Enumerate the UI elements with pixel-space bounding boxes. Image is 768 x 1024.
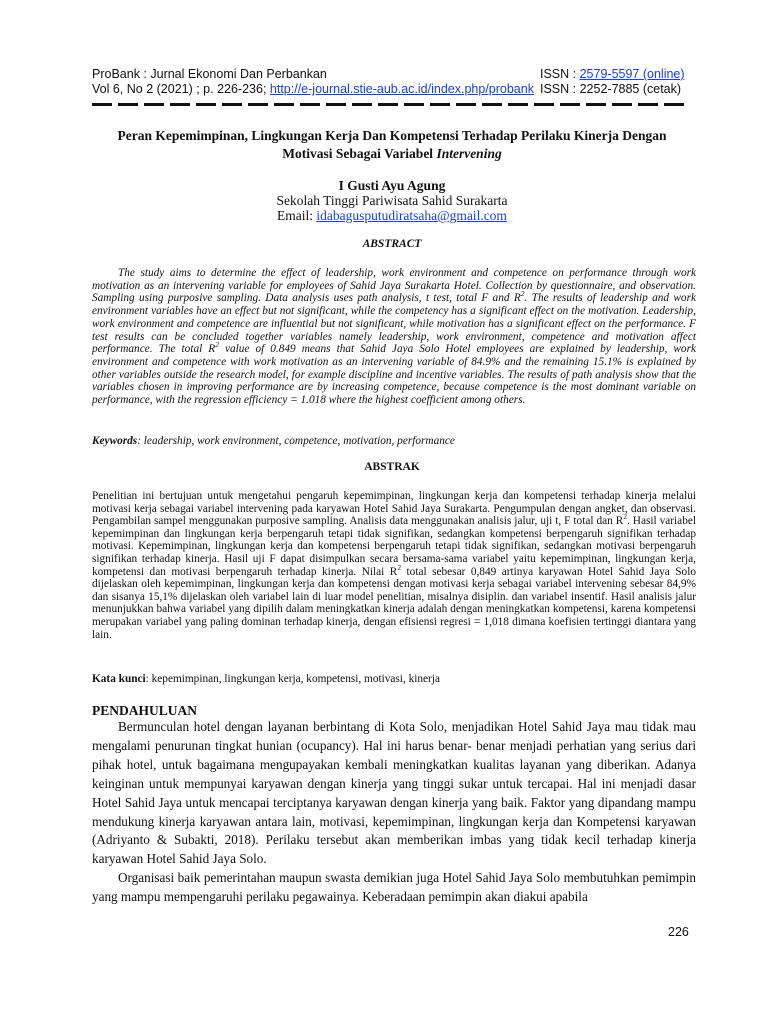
page-number: 226: [668, 925, 689, 939]
issn-print: ISSN : 2252-7885 (cetak): [540, 82, 682, 96]
keywords-indonesian: Kata kunci: kepemimpinan, lingkungan kerja, kompetensi, motivasi, kinerja: [92, 673, 440, 685]
journal-name: ProBank : Jurnal Ekonomi Dan Perbankan: [92, 67, 327, 81]
issn-online-link[interactable]: 2579-5597 (online): [579, 67, 685, 81]
issn-online: ISSN : 2579-5597 (online): [540, 67, 685, 81]
paragraph: Bermunculan hotel dengan layanan berbintang di Kota Solo, menjadikan Hotel Sahid Jaya mau tidak mau mengalami penurunan tingkat hunian (ocupancy). Hal ini harus benar- benar menjadi perhatian yang serius dari pihak hotel, untuk bagaimana mengupayakan kembali meningkatkan kualitas layanan yang diberikan. Adanya keinginan untuk mempunyai karyawan dengan kinerja yang tinggi sukar untuk tercapai. Hal ini menjadi dasar Hotel Sahid Jaya untuk mencapai terciptanya karyawan dengan kinerja yang baik. Faktor yang dipandang mampu mendukung kinerja karyawan antara lain, motivasi, kepemimpinan, lingkungan kerja dan Kompetensi karyawan (Adriyanto & Subakti, 2018). Perilaku tersebut akan memberikan imbas yang tidak kecil terhadap kinerja karyawan Hotel Sahid Jaya Solo.: [92, 719, 696, 867]
author-email: Email: idabagusputudiratsaha@gmail.com: [277, 208, 507, 223]
running-header: [92, 67, 692, 97]
abstract-indonesian: Penelitian ini bertujuan untuk mengetahui pengaruh kepemimpinan, lingkungan kerja dan kompetensi terhadap kinerja melalui motivasi kerja sebagai variabel intervening pada karyawan Hotel Sahid Jaya Surakarta. Pengumpulan dengan angket, dan observasi. Pengambilan sampel menggunakan purposive sampling. Analisis data menggunakan analisis jalur, uji t, F total dan $R^2$. Hasil variabel kepemimpinan dan lingkungan kerja berpengaruh tetapi tidak signifikan, sedangkan kompetensi berpengaruh signifikan terhadap motivasi. Kepemimpinan, lingkungan kerja dan kompetensi berpengaruh tetapi tidak signifikan, sedangkan motivasi berpengaruh signifikan terhadap kinerja. Hasil uji F dapat disimpulkan secara bersama-sama variabel yaitu kepemimpinan, lingkungan kerja, kompetensi dan motivasi berpengaruh terhadap kinerja. Nilai $R^2$ total sebesar 0,849 artinya karyawan Hotel Sahid Jaya Solo dijelaskan oleh kepemimpinan, lingkungan kerja dan kompetensi dengan motivasi kerja sebagai variabel intervening sebesar 84,9% dan sisanya 15,1% dijelaskan oleh variabel lain di luar model penelitian, misalnya disiplin. dan variabel insentif. Hasil analisis jalur menunjukkan bahwa variabel yang dipilih dalam meningkatkan kinerja adalah dengan meningkatkan kompetensi, karena kompetensi merupakan variabel yang paling dominan terhadap kinerja, dengan efisiensi regresi = 1,018 dimana koefisien tertinggi diantara yang lain.: [92, 490, 696, 641]
abstrak-heading: ABSTRAK: [364, 461, 420, 473]
abstract-english: The study aims to determine the effect of leadership, work environment and competence on performance through work motivation as an intervening variable for employees of Sahid Jaya Surakarta Hotel. Collection by questionnaire, and observation. Sampling using purposive sampling. Data analysis uses path analysis, t test, total F and $R^2$. The results of leadership and work environment variables have an effect but not significant, while the competency has a significant effect on the motivation. Leadership, work environment and competence are influential but not significant, while motivation has a significant effect on the performance. F test results can be concluded together variables namely leadership, work environment, competence and motivation affect performance. The total $R^2$ value of 0.849 means that Sahid Jaya Solo Hotel employees are explained by leadership, work environment and competence with work motivation as an intervening variable of 84.9% and the remaining 15.1% is explained by other variables outside the research model, for example discipline and incentive variables. The results of path analysis show that the variables chosen in improving performance are by increasing competence, because competence is the most dominant variable on performance, with the regression efficiency = 1.018 where the highest coefficient among others.: [92, 267, 696, 407]
journal-url-link[interactable]: http://e-journal.stie-aub.ac.id/index.php/probank: [269, 82, 534, 96]
header-dashed-rule: [92, 103, 690, 106]
paper-title: Peran Kepemimpinan, Lingkungan Kerja Dan Kompetensi Terhadap Perilaku Kinerja Dengan Motivasi Sebagai Variabel Intervening: [117, 128, 667, 161]
paragraph: Organisasi baik pemerintahan maupun swasta demikian juga Hotel Sahid Jaya Solo membutuhkan pemimpin yang mampu mempengaruhi perilaku pegawainya. Keberadaan pemimpin akan diakui apabila: [92, 870, 696, 905]
author-block: [92, 178, 692, 223]
keywords-english: Keywords: leadership, work environment, competence, motivation, performance: [92, 435, 455, 447]
body-text: [92, 718, 696, 907]
abstract-heading: ABSTRACT: [362, 238, 422, 250]
author-affiliation: Sekolah Tinggi Pariwisata Sahid Surakarta: [276, 193, 508, 208]
email-link[interactable]: idabagusputudiratsaha@gmail.com: [316, 208, 507, 223]
volume-info: Vol 6, No 2 (2021) ; p. 226-236; http://e-journal.stie-aub.ac.id/index.php/probank: [92, 82, 534, 96]
author-name: I Gusti Ayu Agung: [338, 178, 446, 193]
section-heading: PENDAHULUAN: [92, 703, 198, 718]
